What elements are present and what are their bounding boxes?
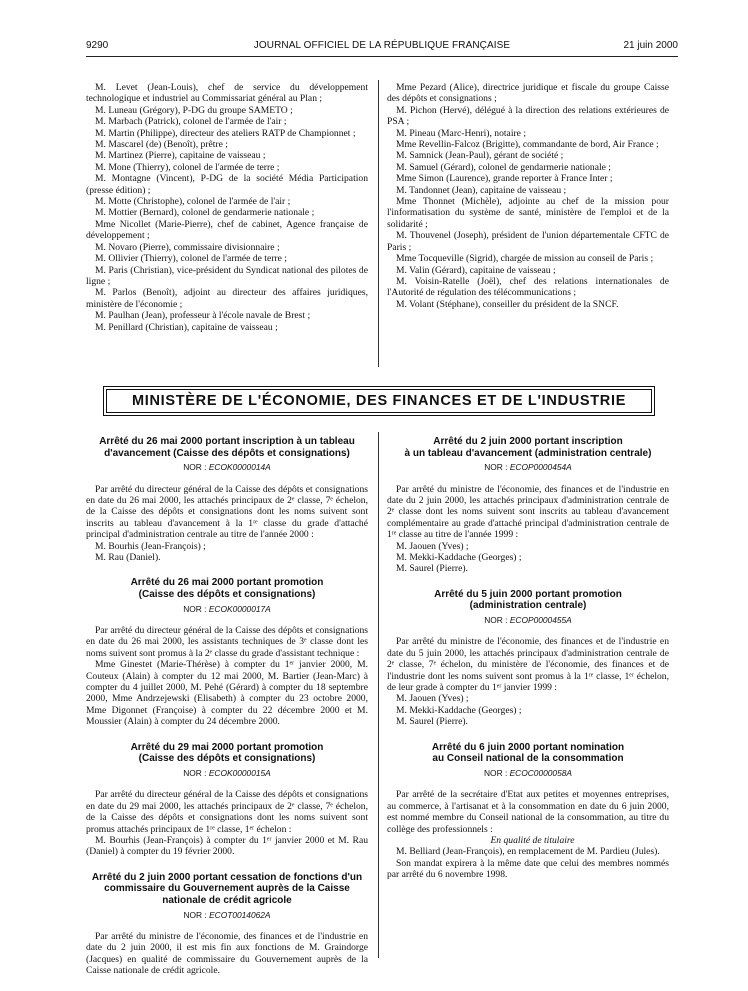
paragraph: M. Mekki-Kaddache (Georges) ; <box>396 704 522 716</box>
list-item: M. Voisin-Ratelle (Joël), chef des relations internationales de l'Autorité de régulation des télécommunications ; <box>387 275 669 299</box>
decree-title-line: à un tableau d'avancement (administration centrale) <box>404 447 652 459</box>
top-left-column <box>86 82 368 333</box>
decree-title <box>86 872 368 907</box>
paragraph: Par arrêté du ministre de l'économie, des finances et de l'industrie en date du 2 juin 2000, les attachés principaux d'administration centrale de 2ᵉ classe dont les noms suivent sont inscrits au tableau d'avancement complémentaire au grade d'attaché principal d'administration centrale de 1ʳᵉ classe au titre de l'année 1999 : <box>387 483 669 541</box>
nor-reference <box>86 462 368 473</box>
paragraph: Par arrêté du directeur général de la Caisse des dépôts et consignations en date du 29 mai 2000, les attachés principaux de 2ᵉ classe, 7ᵉ échelon, de la Caisse des dépôts et consignations dont les noms suivent sont promus attachés principaux de 1ʳᵉ classe, 1ᵉʳ échelon : <box>86 789 368 835</box>
nor-label: NOR : <box>484 767 508 778</box>
page-number: 9290 <box>86 40 109 51</box>
list-item: M. Mone (Thierry), colonel de l'armée de terre ; <box>95 161 280 173</box>
nor-code: ECOP0000454A <box>509 462 572 473</box>
paragraph: Par arrêté du directeur général de la Caisse des dépôts et consignations en date du 26 mai 2000, les assistants techniques de 3ᵉ classe dont les noms suivent sont promus à la 2ᵉ classe du grade d'assistant technique : <box>86 625 368 659</box>
nor-label: NOR : <box>484 462 508 473</box>
list-item: M. Luneau (Grégory), P-DG du groupe SAMETO ; <box>95 104 293 116</box>
column-separator-top <box>378 80 379 367</box>
nor-label: NOR : <box>183 462 207 473</box>
decree-title-line: (Caisse des dépôts et consignations) <box>138 589 316 601</box>
list-item: M. Pichon (Hervé), délégué à la direction des relations extérieures de PSA ; <box>387 104 669 128</box>
decree-title <box>86 742 368 765</box>
paragraph: M. Mekki-Kaddache (Georges) ; <box>396 552 522 564</box>
paragraph: M. Rau (Daniel). <box>95 552 161 564</box>
list-item: Mme Revellin-Falcoz (Brigitte), commandante de bord, Air France ; <box>396 139 659 151</box>
list-item: M. Paulhan (Jean), professeur à l'école navale de Brest ; <box>95 310 311 322</box>
nor-reference <box>387 462 669 473</box>
decree-title-line: Arrêté du 26 mai 2000 portant promotion <box>130 577 324 589</box>
list-item: Mme Tocqueville (Sigrid), chargée de mission au conseil de Paris ; <box>396 253 654 265</box>
list-item: M. Samnick (Jean-Paul), gérant de société ; <box>396 150 564 162</box>
issue-date: 21 juin 2000 <box>623 40 678 51</box>
list-item: M. Martinez (Pierre), capitaine de vaisseau ; <box>95 150 266 162</box>
list-item: M. Paris (Christian), vice-président du Syndicat national des pilotes de ligne ; <box>86 264 368 287</box>
nor-code: ECOC0000058A <box>509 767 572 778</box>
list-item: M. Novaro (Pierre), commissaire divisionnaire ; <box>95 241 280 253</box>
decree-title-line: Arrêté du 6 juin 2000 portant nomination <box>431 741 625 753</box>
list-item: M. Martin (Philippe), directeur des ateliers RATP de Championnet ; <box>95 127 356 139</box>
nor-label: NOR : <box>183 909 207 920</box>
list-item: M. Montagne (Vincent), P-DG de la société Média Participation (presse édition) ; <box>86 173 368 196</box>
nor-label: NOR : <box>484 615 508 626</box>
decree-title <box>387 436 669 459</box>
nor-code: ECOK0000017A <box>208 603 271 614</box>
list-item: M. Ollivier (Thierry), colonel de l'armée de terre ; <box>95 253 287 265</box>
list-item: Mme Thonnet (Michèle), adjointe au chef de la mission pour l'informatisation du système de santé, ministère de l'emploi et de la solidarité ; <box>387 196 669 230</box>
paragraph: M. Saurel (Pierre). <box>396 716 468 728</box>
nor-code: ECOK0000014A <box>208 462 271 473</box>
top-right-column <box>387 82 669 310</box>
paragraph: Par arrêté du ministre de l'économie, des finances et de l'industrie en date du 5 juin 2000, les attachés principaux d'administration centrale de 2ᵉ classe, 7ᵉ échelon, du ministère de l'économie, des finances et de l'industrie dont les noms suivent sont promus à la 1ʳᵉ classe, 1ᵉʳ échelon, de leur grade à compter du 1ᵉʳ janvier 1999 : <box>387 636 669 694</box>
list-item: Mme Pezard (Alice), directrice juridique et fiscale du groupe Caisse des dépôts et consignations ; <box>387 82 669 105</box>
decree-title <box>387 589 669 612</box>
list-item: M. Mottier (Bernard), colonel de gendarmerie nationale ; <box>95 207 315 219</box>
decree-title-line: commissaire du Gouvernement auprès de la Caisse nationale de crédit agricole <box>104 883 350 906</box>
decree-title-line: Arrêté du 2 juin 2000 portant inscription <box>433 436 623 447</box>
nor-reference <box>86 604 368 615</box>
paragraph: Son mandat expirera à la même date que celui des membres nommés par arrêté du 6 novembre 1998. <box>387 857 669 881</box>
list-item: M. Levet (Jean-Louis), chef de service du développement technologique et industriel au Commissariat général au Plan ; <box>86 82 368 105</box>
nor-reference <box>86 768 368 779</box>
decree-title-line: au Conseil national de la consommation <box>432 753 624 765</box>
decree-section <box>86 742 368 858</box>
paragraph: Mme Ginestet (Marie-Thérèse) à compter du 1ᵉʳ janvier 2000, M. Couteux (Alain) à compter du 12 mai 2000, M. Bartier (Jean-Marc) à compter du 4 juillet 2000, M. Pehé (Gérard) à compter du 18 septembre 2000, Mme Andrzejewski (Elisabeth) à compter du 23 octobre 2000, Mme Digonnet (Françoise) à compter du 22 décembre 2000 et M. Moussier (Alain) à compter du 24 décembre 2000. <box>86 659 368 728</box>
nor-code: ECOK0000015A <box>208 767 271 778</box>
paragraph: Par arrêté du ministre de l'économie, des finances et de l'industrie en date du 2 juin 2000, il est mis fin aux fonctions de M. Graindorge (Jacques) en qualité de commissaire du Gouvernement auprès de la Caisse nationale de crédit agricole. <box>86 930 368 977</box>
decree-section <box>387 742 669 881</box>
paragraph: M. Belliard (Jean-François), en remplacement de M. Pardieu (Jules). <box>396 846 660 858</box>
paragraph: M. Bourhis (Jean-François) à compter du 1ᵉʳ janvier 2000 et M. Rau (Daniel) à compter du 19 février 2000. <box>86 834 368 858</box>
decree-section <box>387 436 669 575</box>
nor-code: ECOT0014062A <box>209 909 271 920</box>
paragraph: M. Jaouen (Yves) ; <box>396 693 469 705</box>
list-item: M. Pineau (Marc-Henri), notaire ; <box>396 127 527 139</box>
decree-title <box>387 742 669 765</box>
list-item: M. Parlos (Benoît), adjoint au directeur des affaires juridiques, ministère de l'économie ; <box>86 287 368 310</box>
list-item: M. Thouvenel (Joseph), président de l'union départementale CFTC de Paris ; <box>387 230 669 253</box>
list-item: M. Volant (Stéphane), conseiller du président de la SNCF. <box>396 298 619 310</box>
nor-reference <box>387 615 669 626</box>
decree-title <box>86 436 368 459</box>
ministry-banner: MINISTÈRE DE L'ÉCONOMIE, DES FINANCES ET DE L'INDUSTRIE <box>106 389 652 413</box>
list-item: Mme Nicollet (Marie-Pierre), chef de cabinet, Agence française de développement ; <box>86 218 368 242</box>
list-item: M. Mascarel (de) (Benoît), prêtre ; <box>95 139 228 151</box>
decree-title-line: d'avancement (Caisse des dépôts et consignations) <box>104 447 350 459</box>
page-header <box>86 40 678 56</box>
paragraph: M. Saurel (Pierre). <box>396 563 468 575</box>
decree-title-line: Arrêté du 2 juin 2000 portant cessation de fonctions d'un <box>91 871 363 883</box>
list-item: M. Valin (Gérard), capitaine de vaisseau ; <box>396 264 556 276</box>
paragraph: Par arrêté de la secrétaire d'Etat aux petites et moyennes entreprises, au commerce, à l'artisanat et à la consommation en date du 6 juin 2000, est nommé membre du Conseil national de la consommation, au titre du collège des professionnels : <box>387 789 669 835</box>
decree-section <box>387 589 669 728</box>
list-item: M. Marbach (Patrick), colonel de l'armée de l'air ; <box>95 116 287 128</box>
nor-label: NOR : <box>183 603 207 614</box>
header-rule <box>86 56 678 57</box>
decree-title-line: Arrêté du 29 mai 2000 portant promotion <box>130 741 324 753</box>
decree-title-line: Arrêté du 26 mai 2000 portant inscription à un tableau <box>99 436 355 447</box>
bottom-left-column <box>86 436 368 991</box>
list-item: M. Samuel (Gérard), colonel de gendarmerie nationale ; <box>396 161 611 173</box>
list-item: M. Tandonnet (Jean), capitaine de vaisseau ; <box>396 184 567 196</box>
nor-label: NOR : <box>183 767 207 778</box>
decree-title-line: (Caisse des dépôts et consignations) <box>138 753 316 765</box>
list-item: M. Motte (Christophe), colonel de l'armée de l'air ; <box>95 196 291 208</box>
list-item: M. Penillard (Christian), capitaine de vaisseau ; <box>95 321 278 333</box>
decree-title-line: Arrêté du 5 juin 2000 portant promotion <box>434 588 622 600</box>
paragraph: M. Bourhis (Jean-François) ; <box>95 540 206 552</box>
list-item: Mme Simon (Laurence), grande reporter à France Inter ; <box>396 173 613 185</box>
subheading: En qualité de titulaire <box>490 834 575 846</box>
decree-title <box>86 577 368 600</box>
decree-section <box>86 577 368 727</box>
paragraph: Par arrêté du directeur général de la Caisse des dépôts et consignations en date du 26 mai 2000, les attachés principaux de 2ᵉ classe, 7ᵉ échelon, de la Caisse des dépôts et consignations dont les noms suivent sont inscrits au tableau d'avancement à la 1ʳᵉ classe du grade d'attaché principal d'administration centrale au titre de l'année 2000 : <box>86 483 368 541</box>
decree-section <box>86 872 368 977</box>
decree-title-line: (administration centrale) <box>469 600 587 612</box>
decree-section <box>86 436 368 563</box>
paragraph: M. Jaouen (Yves) ; <box>396 540 469 552</box>
nor-reference <box>387 768 669 779</box>
bottom-right-column <box>387 436 669 895</box>
nor-code: ECOP0000455A <box>509 615 572 626</box>
journal-title: JOURNAL OFFICIEL DE LA RÉPUBLIQUE FRANÇAISE <box>253 40 511 51</box>
column-separator-bottom <box>378 432 379 958</box>
nor-reference <box>86 910 368 921</box>
